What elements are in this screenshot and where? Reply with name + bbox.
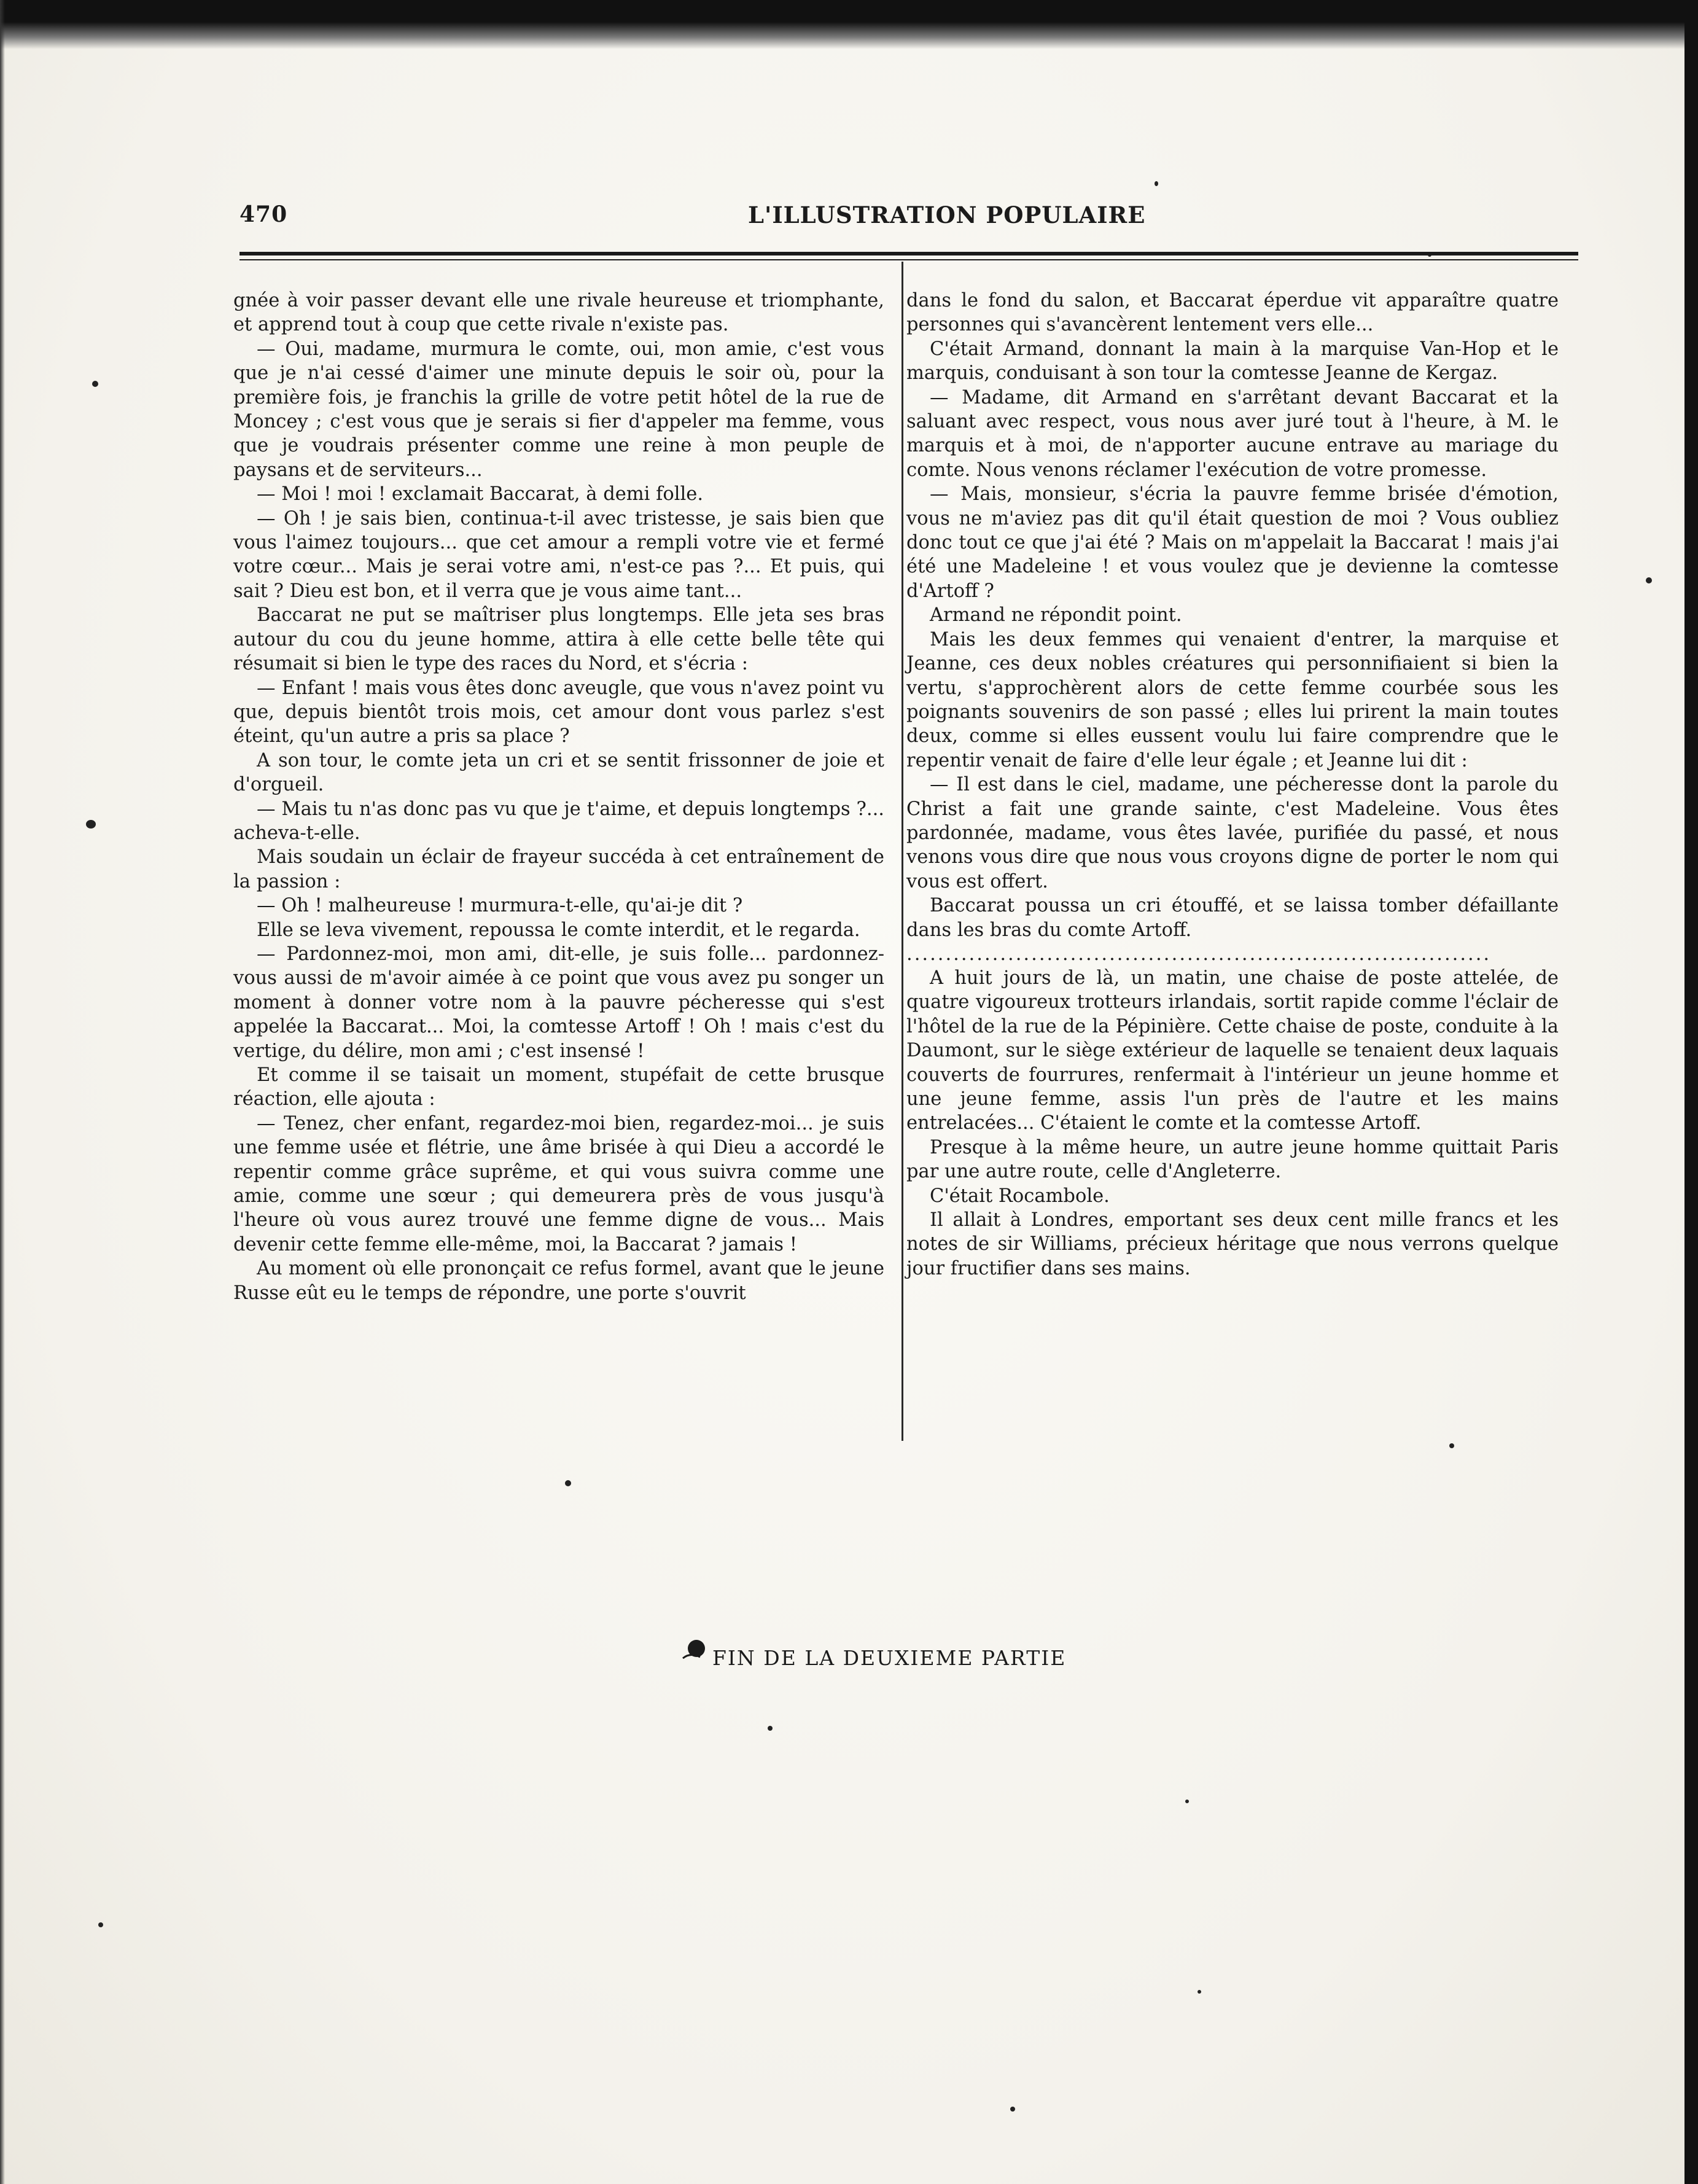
paragraph: Baccarat ne put se maîtriser plus longtemps. Elle jeta ses bras autour du cou du jeune homme, attira à elle cette belle tête qui résumait si bien le type des races du Nord, et s'écria : bbox=[233, 604, 884, 675]
scan-speck bbox=[98, 1922, 103, 1927]
scan-speck bbox=[1155, 181, 1158, 186]
paragraph: — Oui, madame, murmura le comte, oui, mon amie, c'est vous que je n'ai cessé d'aimer une minute depuis le soir où, pour la première fois, je franchis la grille de votre petit hôtel de la rue de Moncey ; c'est vous que je serais si fier d'appeler ma femme, vous que je voudrais présenter comme une reine à mon peuple de paysans et de serviteurs... bbox=[233, 338, 884, 481]
paragraph: C'était Rocambole. bbox=[930, 1185, 1110, 1207]
page-header bbox=[240, 197, 1578, 233]
scan-border-top bbox=[0, 0, 1698, 49]
scan-speck bbox=[768, 1726, 773, 1731]
scan-speck bbox=[1185, 1800, 1189, 1803]
end-of-part-text: FIN DE LA DEUXIEME PARTIE bbox=[712, 1646, 1067, 1670]
paragraph: — Oh ! malheureuse ! murmura-t-elle, qu'ai-je dit ? bbox=[257, 895, 743, 917]
paragraph: — Pardonnez-moi, mon ami, dit-elle, je suis folle... pardonnez-vous aussi de m'avoir aimée à ce point que vous avez pu songer un moment à donner votre nom à la pauvre pécheresse qui s'est appelée la Baccarat... Moi, la comtesse Artoff ! Oh ! mais c'est du vertige, du délire, mon ami ; c'est insensé ! bbox=[233, 943, 884, 1062]
paragraph: gnée à voir passer devant elle une rivale heureuse et triomphante, et apprend tout à coup que cette rivale n'existe pas. bbox=[233, 290, 884, 336]
paragraph: A son tour, le comte jeta un cri et se sentit frissonner de joie et d'orgueil. bbox=[233, 749, 884, 796]
header-rule-thick bbox=[240, 252, 1578, 255]
scan-border-left bbox=[0, 0, 5, 2184]
paragraph: Armand ne répondit point. bbox=[930, 604, 1182, 626]
paragraph: — Tenez, cher enfant, regardez-moi bien, regardez-moi... je suis une femme usée et flétrie, une âme brisée à qui Dieu a accordé le repentir comme grâce suprême, et qui vous suivra comme une amie, comme une sœur ; qui demeurera près de vous jusqu'à l'heure où vous aurez trouvé une femme digne de vous... Mais devenir cette femme elle-même, moi, la Baccarat ? jamais ! bbox=[233, 1112, 884, 1255]
paragraph: Au moment où elle prononçait ce refus formel, avant que le jeune Russe eût eu le temps de répondre, une porte s'ouvrit bbox=[233, 1258, 884, 1304]
paragraph: — Mais, monsieur, s'écria la pauvre femme brisée d'émotion, vous ne m'aviez pas dit qu'il était question de moi ? Vous oubliez donc tout ce que j'ai été ? Mais on m'appelait la Baccarat ! mais j'ai été une Madeleine ! et vous voulez que je devienne la comtesse d'Artoff ? bbox=[906, 483, 1559, 602]
scan-speck bbox=[1010, 2107, 1015, 2112]
ornament-icon bbox=[682, 1636, 709, 1663]
paragraph: — Oh ! je sais bien, continua-t-il avec tristesse, je sais bien que vous l'aimez toujours... que cet amour a rempli votre vie et fermé votre cœur... Mais je serai votre ami, n'est-ce pas ?... Et puis, qui sait ? Dieu est bon, et il verra que je vous aime tant... bbox=[233, 507, 884, 602]
scan-border-right bbox=[1684, 0, 1698, 2184]
paragraph: dans le fond du salon, et Baccarat éperdue vit apparaître quatre personnes qui s'avancèrent lentement vers elle... bbox=[906, 290, 1559, 336]
scan-speck bbox=[1449, 1443, 1454, 1448]
paragraph: — Il est dans le ciel, madame, une pécheresse dont la parole du Christ a fait une grande sainte, c'est Madeleine. Vous êtes pardonnée, madame, vous êtes lavée, purifiée du passé, et nous venons vous dire que nous vous croyons digne de porter le nom qui vous est offert. bbox=[906, 774, 1559, 892]
paragraph: Mais soudain un éclair de frayeur succéda à cet entraînement de la passion : bbox=[233, 846, 884, 892]
right-text-column bbox=[906, 289, 1559, 1281]
scan-speck bbox=[86, 820, 96, 829]
paragraph: Presque à la même heure, un autre jeune homme quittait Paris par une autre route, celle d'Angleterre. bbox=[906, 1136, 1559, 1183]
paragraph: — Moi ! moi ! exclamait Baccarat, à demi folle. bbox=[257, 483, 704, 505]
paragraph: Il allait à Londres, emportant ses deux cent mille francs et les notes de sir Williams, précieux héritage que nous verrons quelque jour fructifier dans ses mains. bbox=[906, 1209, 1559, 1279]
scan-speck bbox=[565, 1480, 571, 1486]
paragraph: Et comme il se taisait un moment, stupéfait de cette brusque réaction, elle ajouta : bbox=[233, 1064, 884, 1110]
paragraph: A huit jours de là, un matin, une chaise de poste attelée, de quatre vigoureux trotteurs irlandais, sortit rapide comme l'éclair de l'hôtel de la rue de la Pépinière. Cette chaise de poste, conduite à la Daumont, sur le siège extérieur de laquelle se tenaient deux laquais couverts de fourrures, renfermait à l'intérieur un jeune homme et une jeune femme, assis l'un près de l'autre et les mains entrelacées... C'étaient le comte et la comtesse Artoff. bbox=[906, 967, 1559, 1134]
scan-speck bbox=[1198, 1990, 1201, 1994]
running-title: L'ILLUSTRATION POPULAIRE bbox=[748, 201, 1146, 228]
paragraph: Baccarat poussa un cri étouffé, et se laissa tomber défaillante dans les bras du comte Artoff. bbox=[906, 895, 1559, 941]
page-number: 470 bbox=[240, 201, 288, 227]
paragraph: Elle se leva vivement, repoussa le comte interdit, et le regarda. bbox=[257, 919, 860, 941]
column-divider bbox=[902, 262, 903, 1441]
section-break-dots: ........................................................................... bbox=[906, 943, 1492, 965]
paragraph: — Mais tu n'as donc pas vu que je t'aime, et depuis longtemps ?... acheva-t-elle. bbox=[233, 798, 884, 844]
paragraph: — Enfant ! mais vous êtes donc aveugle, que vous n'avez point vu que, depuis bientôt trois mois, cet amour dont vous parlez s'est éteint, qu'un autre a pris sa place ? bbox=[233, 677, 884, 747]
paragraph: — Madame, dit Armand en s'arrêtant devant Baccarat et la saluant avec respect, vous nous aver juré tout à l'heure, à M. le marquis et à moi, de n'apporter aucune entrave au mariage du comte. Nous venons réclamer l'exécution de votre promesse. bbox=[906, 386, 1559, 481]
paragraph: C'était Armand, donnant la main à la marquise Van-Hop et le marquis, conduisant à son tour la comtesse Jeanne de Kergaz. bbox=[906, 338, 1559, 384]
left-text-column bbox=[233, 289, 884, 1305]
paragraph: Mais les deux femmes qui venaient d'entrer, la marquise et Jeanne, ces deux nobles créatures qui personnifiaient si bien la vertu, s'approchèrent alors de cette femme courbée sous les poignants souvenirs de son passé ; elles lui prirent la main toutes deux, comme si elles eussent voulu lui faire comprendre que le repentir venait de faire d'elle leur égale ; et Jeanne lui dit : bbox=[906, 628, 1559, 771]
scan-speck bbox=[1646, 577, 1652, 583]
header-rule-thin bbox=[240, 259, 1578, 260]
scan-speck bbox=[92, 381, 98, 387]
